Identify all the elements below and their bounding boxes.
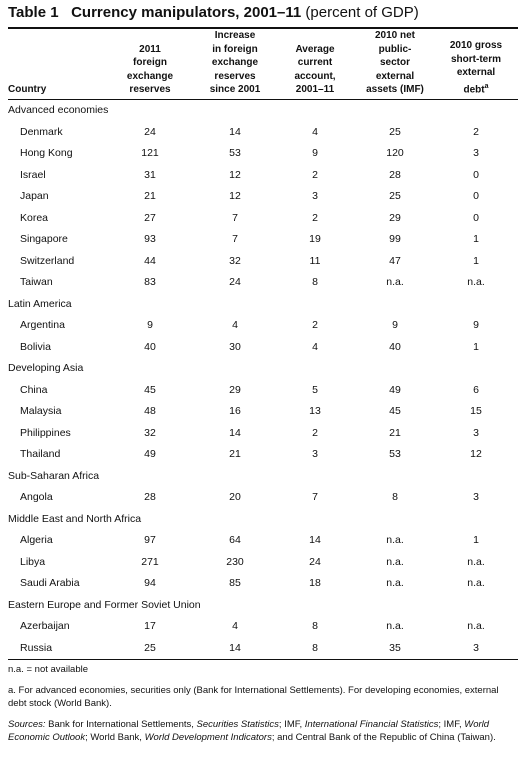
cell-short-term-debt: n.a. xyxy=(467,276,485,289)
header-line: debt xyxy=(463,84,485,95)
cell-net-external-assets: 25 xyxy=(389,190,401,203)
cell-net-external-assets: n.a. xyxy=(386,534,404,547)
country-name: Algeria xyxy=(20,534,53,547)
header-col4 xyxy=(356,29,434,99)
cell-net-external-assets: 45 xyxy=(389,405,401,418)
region-row xyxy=(8,358,518,380)
country-name: China xyxy=(20,383,48,396)
cell-current-account: 14 xyxy=(309,534,321,547)
source-text: ; World Bank, xyxy=(85,731,145,743)
header-line: assets (IMF) xyxy=(366,84,424,95)
cell-short-term-debt: 3 xyxy=(473,426,479,439)
header-country: Country xyxy=(8,84,47,95)
cell-short-term-debt: 0 xyxy=(473,190,479,203)
cell-fx-increase: 64 xyxy=(229,534,241,547)
source-title: Securities Statistics xyxy=(196,719,279,730)
cell-net-external-assets: 8 xyxy=(392,491,398,504)
table-row xyxy=(8,272,518,294)
cell-current-account: 19 xyxy=(309,233,321,246)
cell-fx-increase: 30 xyxy=(229,340,241,353)
cell-current-account: 8 xyxy=(312,620,318,633)
cell-fx-increase: 4 xyxy=(232,319,238,332)
table-row xyxy=(8,207,518,229)
header-line: short-term xyxy=(450,53,501,65)
table-row xyxy=(8,186,518,208)
cell-current-account: 9 xyxy=(312,147,318,160)
header-line: current xyxy=(297,57,333,68)
header-line: Average xyxy=(295,43,335,55)
table-row xyxy=(8,444,518,466)
region-row xyxy=(8,100,518,122)
country-name: Singapore xyxy=(20,233,68,246)
cell-fx-increase: 7 xyxy=(232,211,238,224)
cell-fx-reserves-2011: 49 xyxy=(144,448,156,461)
cell-current-account: 4 xyxy=(312,125,318,138)
header-line: 2010 gross xyxy=(449,40,503,52)
cell-short-term-debt: 3 xyxy=(473,147,479,160)
cell-short-term-debt: n.a. xyxy=(467,555,485,568)
header-line: 2010 net xyxy=(374,30,416,41)
header-col2 xyxy=(196,29,274,99)
cell-net-external-assets: 35 xyxy=(389,641,401,654)
header-line: account, xyxy=(294,70,336,82)
region-row xyxy=(8,594,518,616)
cell-net-external-assets: n.a. xyxy=(386,555,404,568)
table-notes xyxy=(8,664,518,745)
header-line: external xyxy=(375,70,415,82)
table-row xyxy=(8,164,518,186)
country-name: Philippines xyxy=(20,426,71,439)
cell-current-account: 18 xyxy=(309,577,321,590)
cell-fx-increase: 21 xyxy=(229,448,241,461)
header-line: 2001–11 xyxy=(295,84,335,95)
cell-fx-increase: 29 xyxy=(229,383,241,396)
cell-fx-increase: 53 xyxy=(229,147,241,160)
header-line: sector xyxy=(379,57,410,68)
cell-short-term-debt: 15 xyxy=(470,405,482,418)
country-name: Bolivia xyxy=(20,340,51,353)
cell-net-external-assets: n.a. xyxy=(386,276,404,289)
country-name: Argentina xyxy=(20,319,65,332)
cell-current-account: 7 xyxy=(312,491,318,504)
table-row xyxy=(8,336,518,358)
cell-short-term-debt: 0 xyxy=(473,168,479,181)
header-line: Increase xyxy=(214,30,256,41)
note-sources xyxy=(8,719,518,744)
table-row xyxy=(8,229,518,251)
table-document xyxy=(8,0,518,744)
cell-fx-reserves-2011: 9 xyxy=(147,319,153,332)
cell-short-term-debt: 9 xyxy=(473,319,479,332)
table-title xyxy=(8,4,518,24)
cell-current-account: 2 xyxy=(312,168,318,181)
cell-short-term-debt: 12 xyxy=(470,448,482,461)
cell-current-account: 3 xyxy=(312,448,318,461)
source-text: ; IMF, xyxy=(278,719,305,730)
region-row xyxy=(8,293,518,315)
table-row xyxy=(8,121,518,143)
cell-fx-increase: 20 xyxy=(229,491,241,504)
header-col5 xyxy=(434,29,518,99)
source-title: World Development Indicators xyxy=(144,731,272,743)
table-row xyxy=(8,250,518,272)
header-line: exchange xyxy=(211,57,259,68)
cell-current-account: 8 xyxy=(312,276,318,289)
cell-fx-reserves-2011: 24 xyxy=(144,125,156,138)
sources-text xyxy=(8,719,496,743)
cell-net-external-assets: 47 xyxy=(389,254,401,267)
cell-fx-reserves-2011: 25 xyxy=(144,641,156,654)
cell-fx-reserves-2011: 21 xyxy=(144,190,156,203)
table-row xyxy=(8,616,518,638)
cell-fx-increase: 12 xyxy=(229,190,241,203)
cell-net-external-assets: 25 xyxy=(389,125,401,138)
cell-fx-reserves-2011: 17 xyxy=(144,620,156,633)
cell-fx-reserves-2011: 83 xyxy=(144,276,156,289)
cell-net-external-assets: 120 xyxy=(386,147,404,160)
region-label: Developing Asia xyxy=(8,362,84,375)
cell-short-term-debt: 1 xyxy=(473,233,479,246)
country-name: Japan xyxy=(20,190,49,203)
cell-fx-reserves-2011: 40 xyxy=(144,340,156,353)
header-line: foreign xyxy=(133,57,167,68)
country-name: Israel xyxy=(20,168,46,181)
region-label: Middle East and North Africa xyxy=(8,512,142,525)
cell-short-term-debt: 0 xyxy=(473,211,479,224)
cell-current-account: 5 xyxy=(312,383,318,396)
country-name: Russia xyxy=(20,641,53,654)
header-line: external xyxy=(456,67,496,79)
table-row xyxy=(8,315,518,337)
cell-net-external-assets: 9 xyxy=(392,319,398,332)
cell-fx-reserves-2011: 271 xyxy=(141,555,159,568)
note-a: a. For advanced economies, securities only (Bank for International Settlements). For developing economies, external debt stock (World Bank). xyxy=(8,685,499,709)
header-line: 2011 xyxy=(139,43,161,55)
header-line: reserves xyxy=(214,70,256,82)
source-text: Bank for International Settlements, xyxy=(48,719,197,730)
table-row xyxy=(8,143,518,165)
sources-label: Sources: xyxy=(8,719,46,730)
cell-fx-reserves-2011: 48 xyxy=(144,405,156,418)
table-body xyxy=(8,100,518,659)
cell-short-term-debt: 1 xyxy=(473,340,479,353)
table-row xyxy=(8,379,518,401)
country-name: Korea xyxy=(20,211,49,224)
note-na: n.a. = not available xyxy=(8,663,89,675)
country-name: Malaysia xyxy=(20,405,62,418)
cell-net-external-assets: 40 xyxy=(389,340,401,353)
cell-short-term-debt: 1 xyxy=(473,534,479,547)
cell-fx-increase: 14 xyxy=(229,125,241,138)
cell-current-account: 8 xyxy=(312,641,318,654)
cell-short-term-debt: n.a. xyxy=(467,620,485,633)
cell-fx-increase: 85 xyxy=(229,577,241,590)
cell-short-term-debt: n.a. xyxy=(467,577,485,590)
region-label: Eastern Europe and Former Soviet Union xyxy=(8,598,201,611)
table-unit: (percent of GDP) xyxy=(305,4,419,21)
header-line: reserves xyxy=(129,84,171,95)
currency-table xyxy=(8,29,518,659)
cell-current-account: 11 xyxy=(309,254,321,267)
country-name: Saudi Arabia xyxy=(20,577,80,590)
cell-net-external-assets: 28 xyxy=(389,168,401,181)
country-name: Azerbaijan xyxy=(20,620,70,633)
header-line: since 2001 xyxy=(209,84,261,95)
cell-fx-reserves-2011: 44 xyxy=(144,254,156,267)
cell-current-account: 3 xyxy=(312,190,318,203)
bottom-rule xyxy=(8,659,518,660)
region-label: Sub-Saharan Africa xyxy=(8,469,100,482)
country-name: Hong Kong xyxy=(20,147,73,160)
source-text: ; and Central Bank of the Republic of China (Taiwan). xyxy=(271,731,496,743)
table-row xyxy=(8,573,518,595)
table-row xyxy=(8,551,518,573)
region-label: Latin America xyxy=(8,297,72,310)
table-row xyxy=(8,487,518,509)
table-row xyxy=(8,637,518,659)
cell-fx-reserves-2011: 28 xyxy=(144,491,156,504)
cell-current-account: 24 xyxy=(309,555,321,568)
cell-current-account: 2 xyxy=(312,426,318,439)
header-col1 xyxy=(104,29,196,99)
cell-fx-reserves-2011: 94 xyxy=(144,577,156,590)
region-row xyxy=(8,465,518,487)
cell-net-external-assets: 21 xyxy=(389,426,401,439)
header-col3 xyxy=(274,29,356,99)
table-row xyxy=(8,422,518,444)
cell-short-term-debt: 2 xyxy=(473,125,479,138)
cell-fx-increase: 14 xyxy=(229,641,241,654)
header-line: in foreign xyxy=(212,43,258,55)
cell-short-term-debt: 3 xyxy=(473,641,479,654)
cell-fx-reserves-2011: 93 xyxy=(144,233,156,246)
country-name: Angola xyxy=(20,491,53,504)
header-row xyxy=(8,29,518,99)
source-text: ; IMF, xyxy=(438,719,465,730)
cell-short-term-debt: 6 xyxy=(473,383,479,396)
country-name: Taiwan xyxy=(20,276,53,289)
cell-fx-increase: 24 xyxy=(229,276,241,289)
cell-fx-reserves-2011: 97 xyxy=(144,534,156,547)
cell-fx-increase: 14 xyxy=(229,426,241,439)
cell-current-account: 13 xyxy=(309,405,321,418)
table-heading: Currency manipulators, 2001–11 xyxy=(71,4,302,21)
cell-fx-reserves-2011: 27 xyxy=(144,211,156,224)
source-title: International Financial Statistics xyxy=(304,719,439,730)
cell-fx-increase: 4 xyxy=(232,620,238,633)
cell-fx-increase: 12 xyxy=(229,168,241,181)
cell-current-account: 2 xyxy=(312,319,318,332)
cell-fx-reserves-2011: 31 xyxy=(144,168,156,181)
cell-fx-increase: 32 xyxy=(229,254,241,267)
source-title: World Economic Outlook xyxy=(8,719,490,743)
cell-current-account: 4 xyxy=(312,340,318,353)
cell-net-external-assets: 99 xyxy=(389,233,401,246)
country-name: Libya xyxy=(20,555,46,568)
cell-net-external-assets: 53 xyxy=(389,448,401,461)
table-row xyxy=(8,401,518,423)
country-name: Thailand xyxy=(20,448,61,461)
cell-net-external-assets: n.a. xyxy=(386,620,404,633)
country-name: Denmark xyxy=(20,125,63,138)
table-number: Table 1 xyxy=(8,4,59,21)
cell-short-term-debt: 3 xyxy=(473,491,479,504)
cell-net-external-assets: 29 xyxy=(389,211,401,224)
cell-net-external-assets: 49 xyxy=(389,383,401,396)
region-label: Advanced economies xyxy=(8,104,109,117)
cell-fx-reserves-2011: 121 xyxy=(141,147,159,160)
table-row xyxy=(8,530,518,552)
cell-fx-increase: 7 xyxy=(232,233,238,246)
cell-current-account: 2 xyxy=(312,211,318,224)
cell-fx-reserves-2011: 45 xyxy=(144,383,156,396)
cell-fx-reserves-2011: 32 xyxy=(144,426,156,439)
header-line: public- xyxy=(378,43,412,55)
cell-fx-increase: 230 xyxy=(226,555,244,568)
cell-short-term-debt: 1 xyxy=(473,254,479,267)
country-name: Switzerland xyxy=(20,254,75,267)
region-row xyxy=(8,508,518,530)
footnote-marker: a xyxy=(484,82,489,90)
cell-net-external-assets: n.a. xyxy=(386,577,404,590)
header-line: exchange xyxy=(126,70,174,82)
cell-fx-increase: 16 xyxy=(229,405,241,418)
